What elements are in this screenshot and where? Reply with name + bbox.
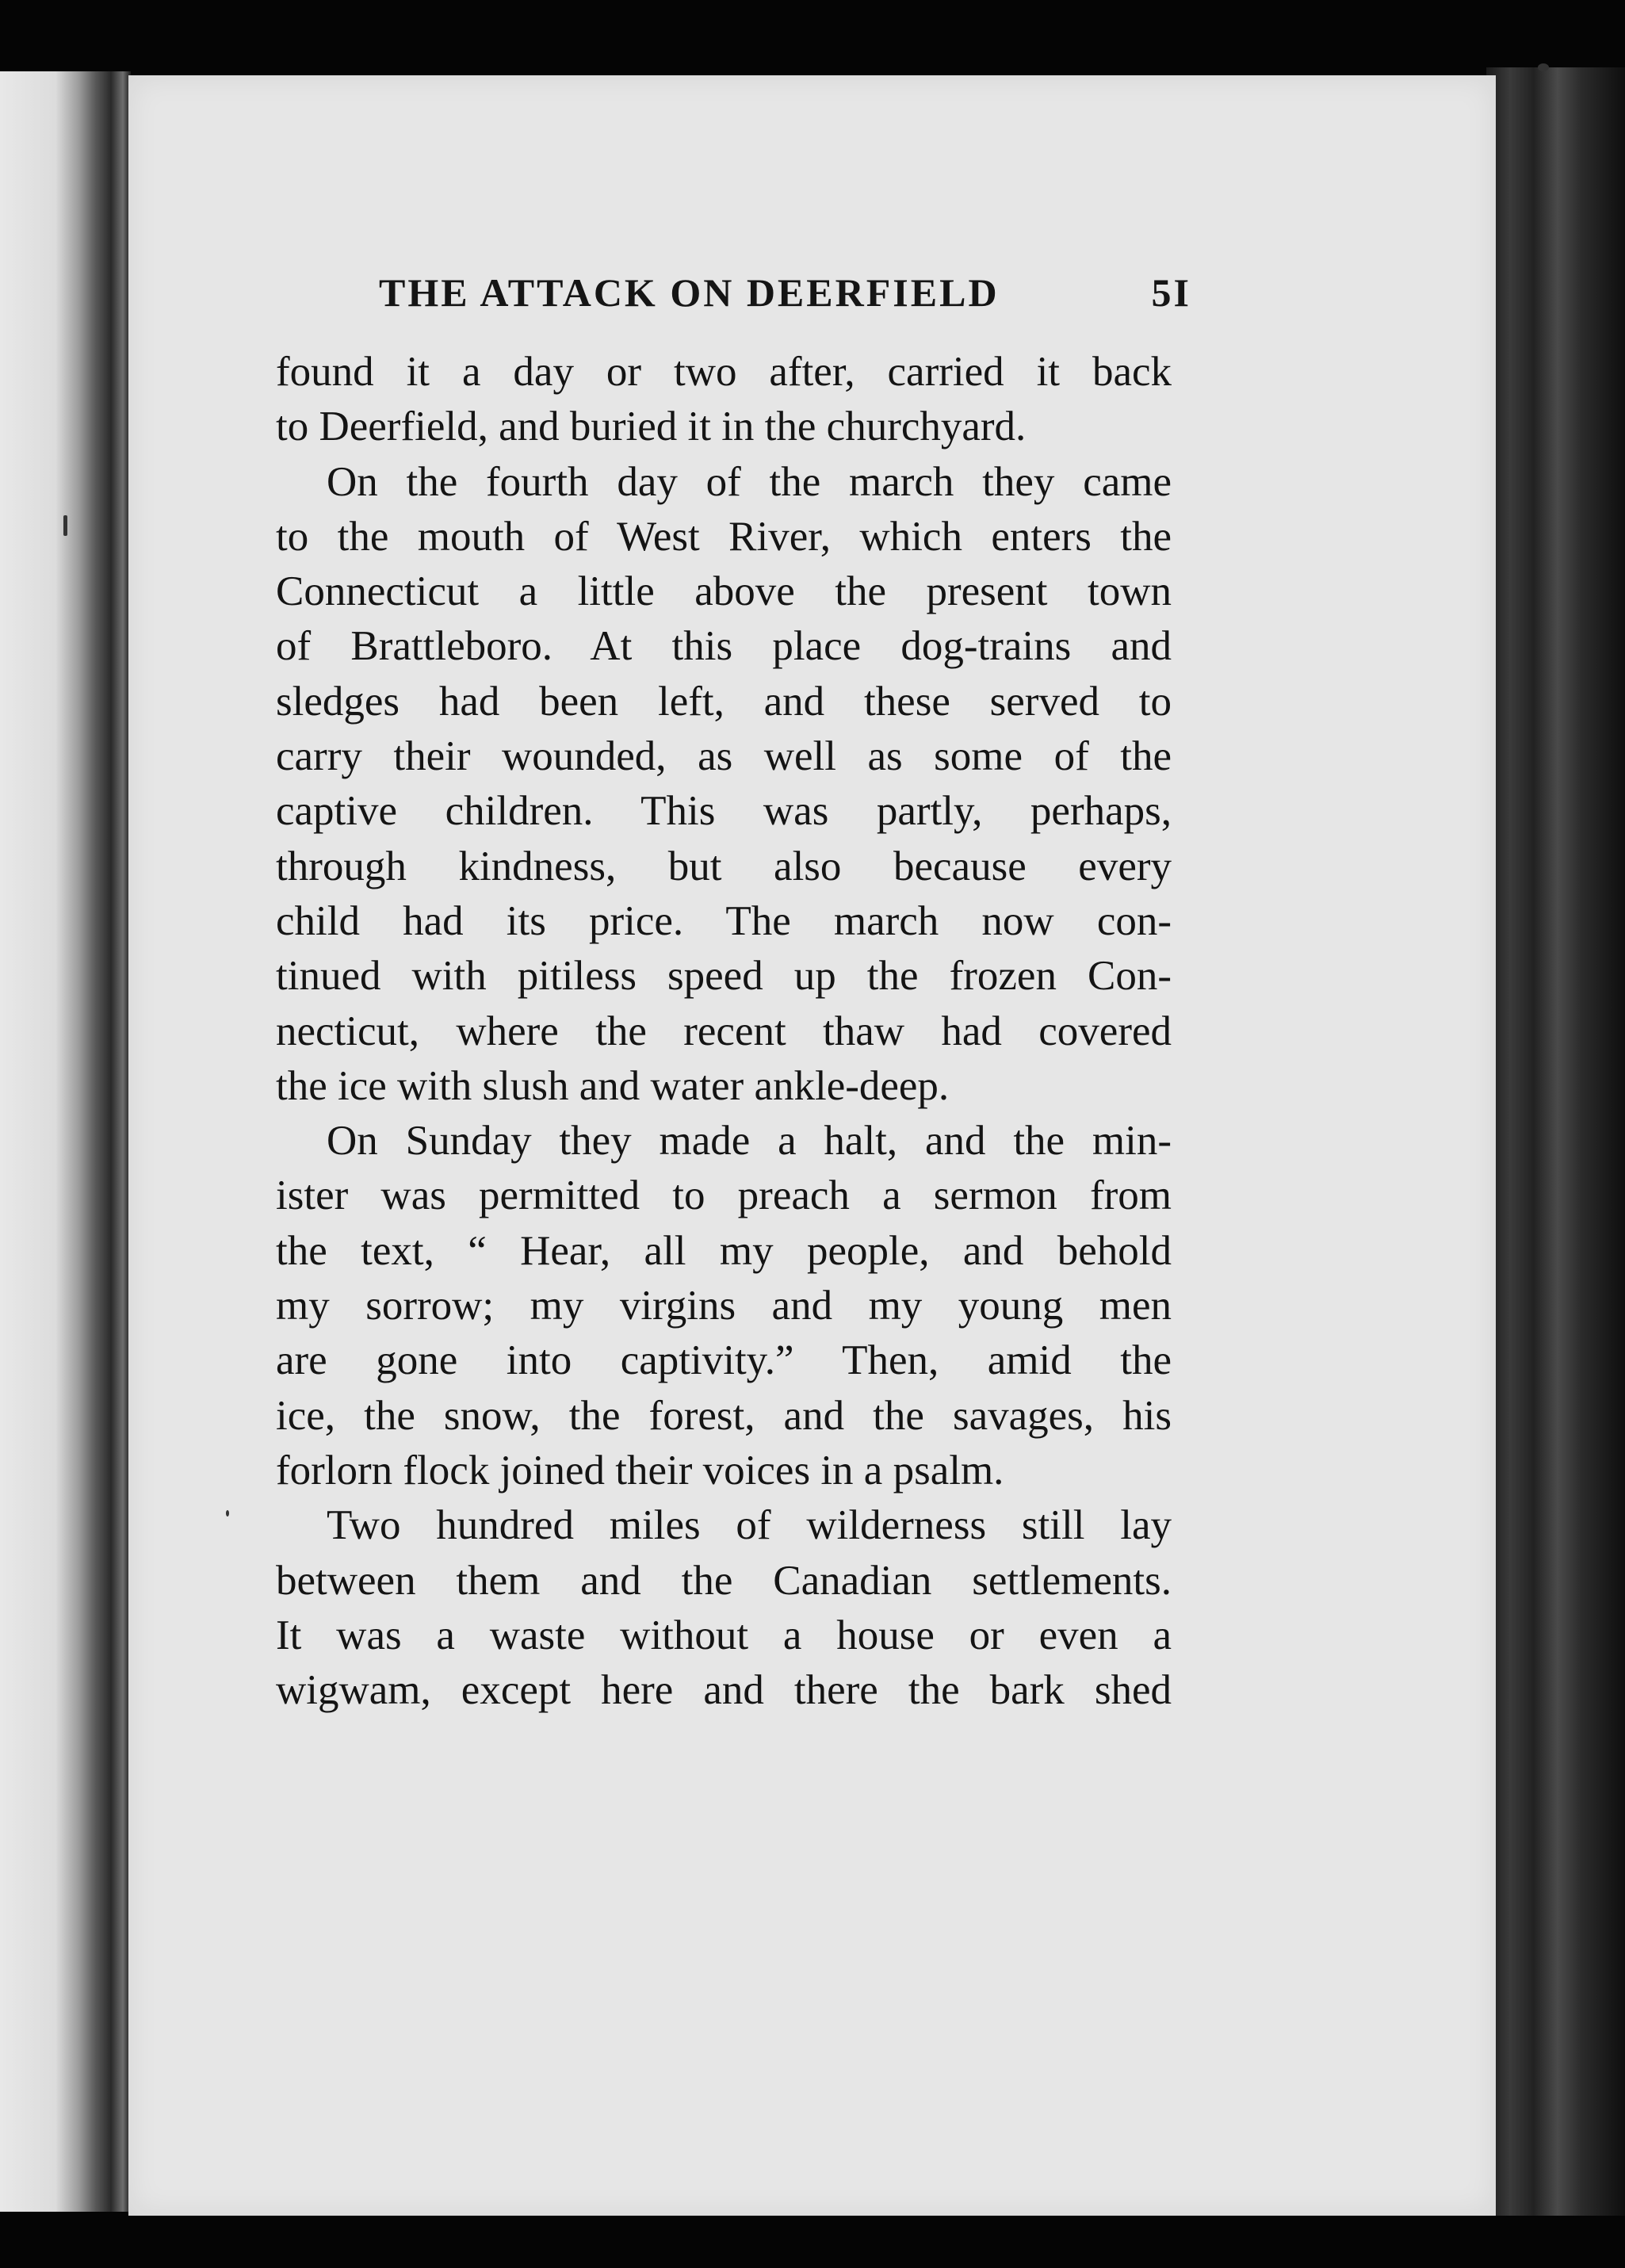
- text-line: found it a day or two after, carried it back: [276, 349, 1172, 395]
- text-line: sledges had been left, and these served to: [276, 678, 1172, 725]
- text-line: wigwam, except here and there the bark shed: [276, 1667, 1172, 1714]
- page-body: [276, 345, 1172, 1718]
- scan-speck: [63, 515, 67, 536]
- text-line: are gone into captivity.” Then, amid the: [276, 1337, 1172, 1384]
- text-line: captive children. This was partly, perhaps,: [276, 788, 1172, 835]
- text-line: Connecticut a little above the present town: [276, 568, 1172, 615]
- text-line: the text, “ Hear, all my people, and behold: [276, 1227, 1172, 1274]
- text-line: On the fourth day of the march they came: [327, 458, 1172, 505]
- text-line: On Sunday they made a halt, and the min-: [327, 1118, 1172, 1165]
- left-page-edge: [0, 71, 131, 2212]
- text-line: child had its price. The march now con-: [276, 897, 1172, 944]
- text-line: It was a waste without a house or even a: [276, 1612, 1172, 1658]
- text-line: between them and the Canadian settlements.: [276, 1557, 1172, 1604]
- running-head-title: THE ATTACK ON DEERFIELD: [379, 270, 1000, 315]
- text-line: ister was permitted to preach a sermon from: [276, 1172, 1172, 1219]
- text-line: to Deerfield, and buried it in the churchyard.: [276, 403, 1027, 450]
- right-page-edge: [1486, 67, 1625, 2216]
- page-number: 5I: [1151, 270, 1191, 315]
- text-line: of Brattleboro. At this place dog-trains and: [276, 623, 1172, 670]
- text-line: ice, the snow, the forest, and the savages, his: [276, 1392, 1172, 1439]
- text-line: to the mouth of West River, which enters the: [276, 513, 1172, 560]
- text-line: carry their wounded, as well as some of the: [276, 733, 1172, 780]
- text-line: my sorrow; my virgins and my young men: [276, 1283, 1172, 1329]
- text-line: the ice with slush and water ankle-deep.: [276, 1062, 950, 1109]
- running-header: [379, 270, 1191, 333]
- text-line: tinued with pitiless speed up the frozen Con-: [276, 953, 1172, 1000]
- text-line: forlorn flock joined their voices in a psalm.: [276, 1447, 1004, 1494]
- text-line: Two hundred miles of wilderness still lay: [327, 1502, 1172, 1549]
- text-line: through kindness, but also because every: [276, 843, 1172, 889]
- scan-speck: [1538, 63, 1549, 71]
- text-line: necticut, where the recent thaw had covered: [276, 1008, 1172, 1054]
- scan-speck: [226, 1510, 229, 1516]
